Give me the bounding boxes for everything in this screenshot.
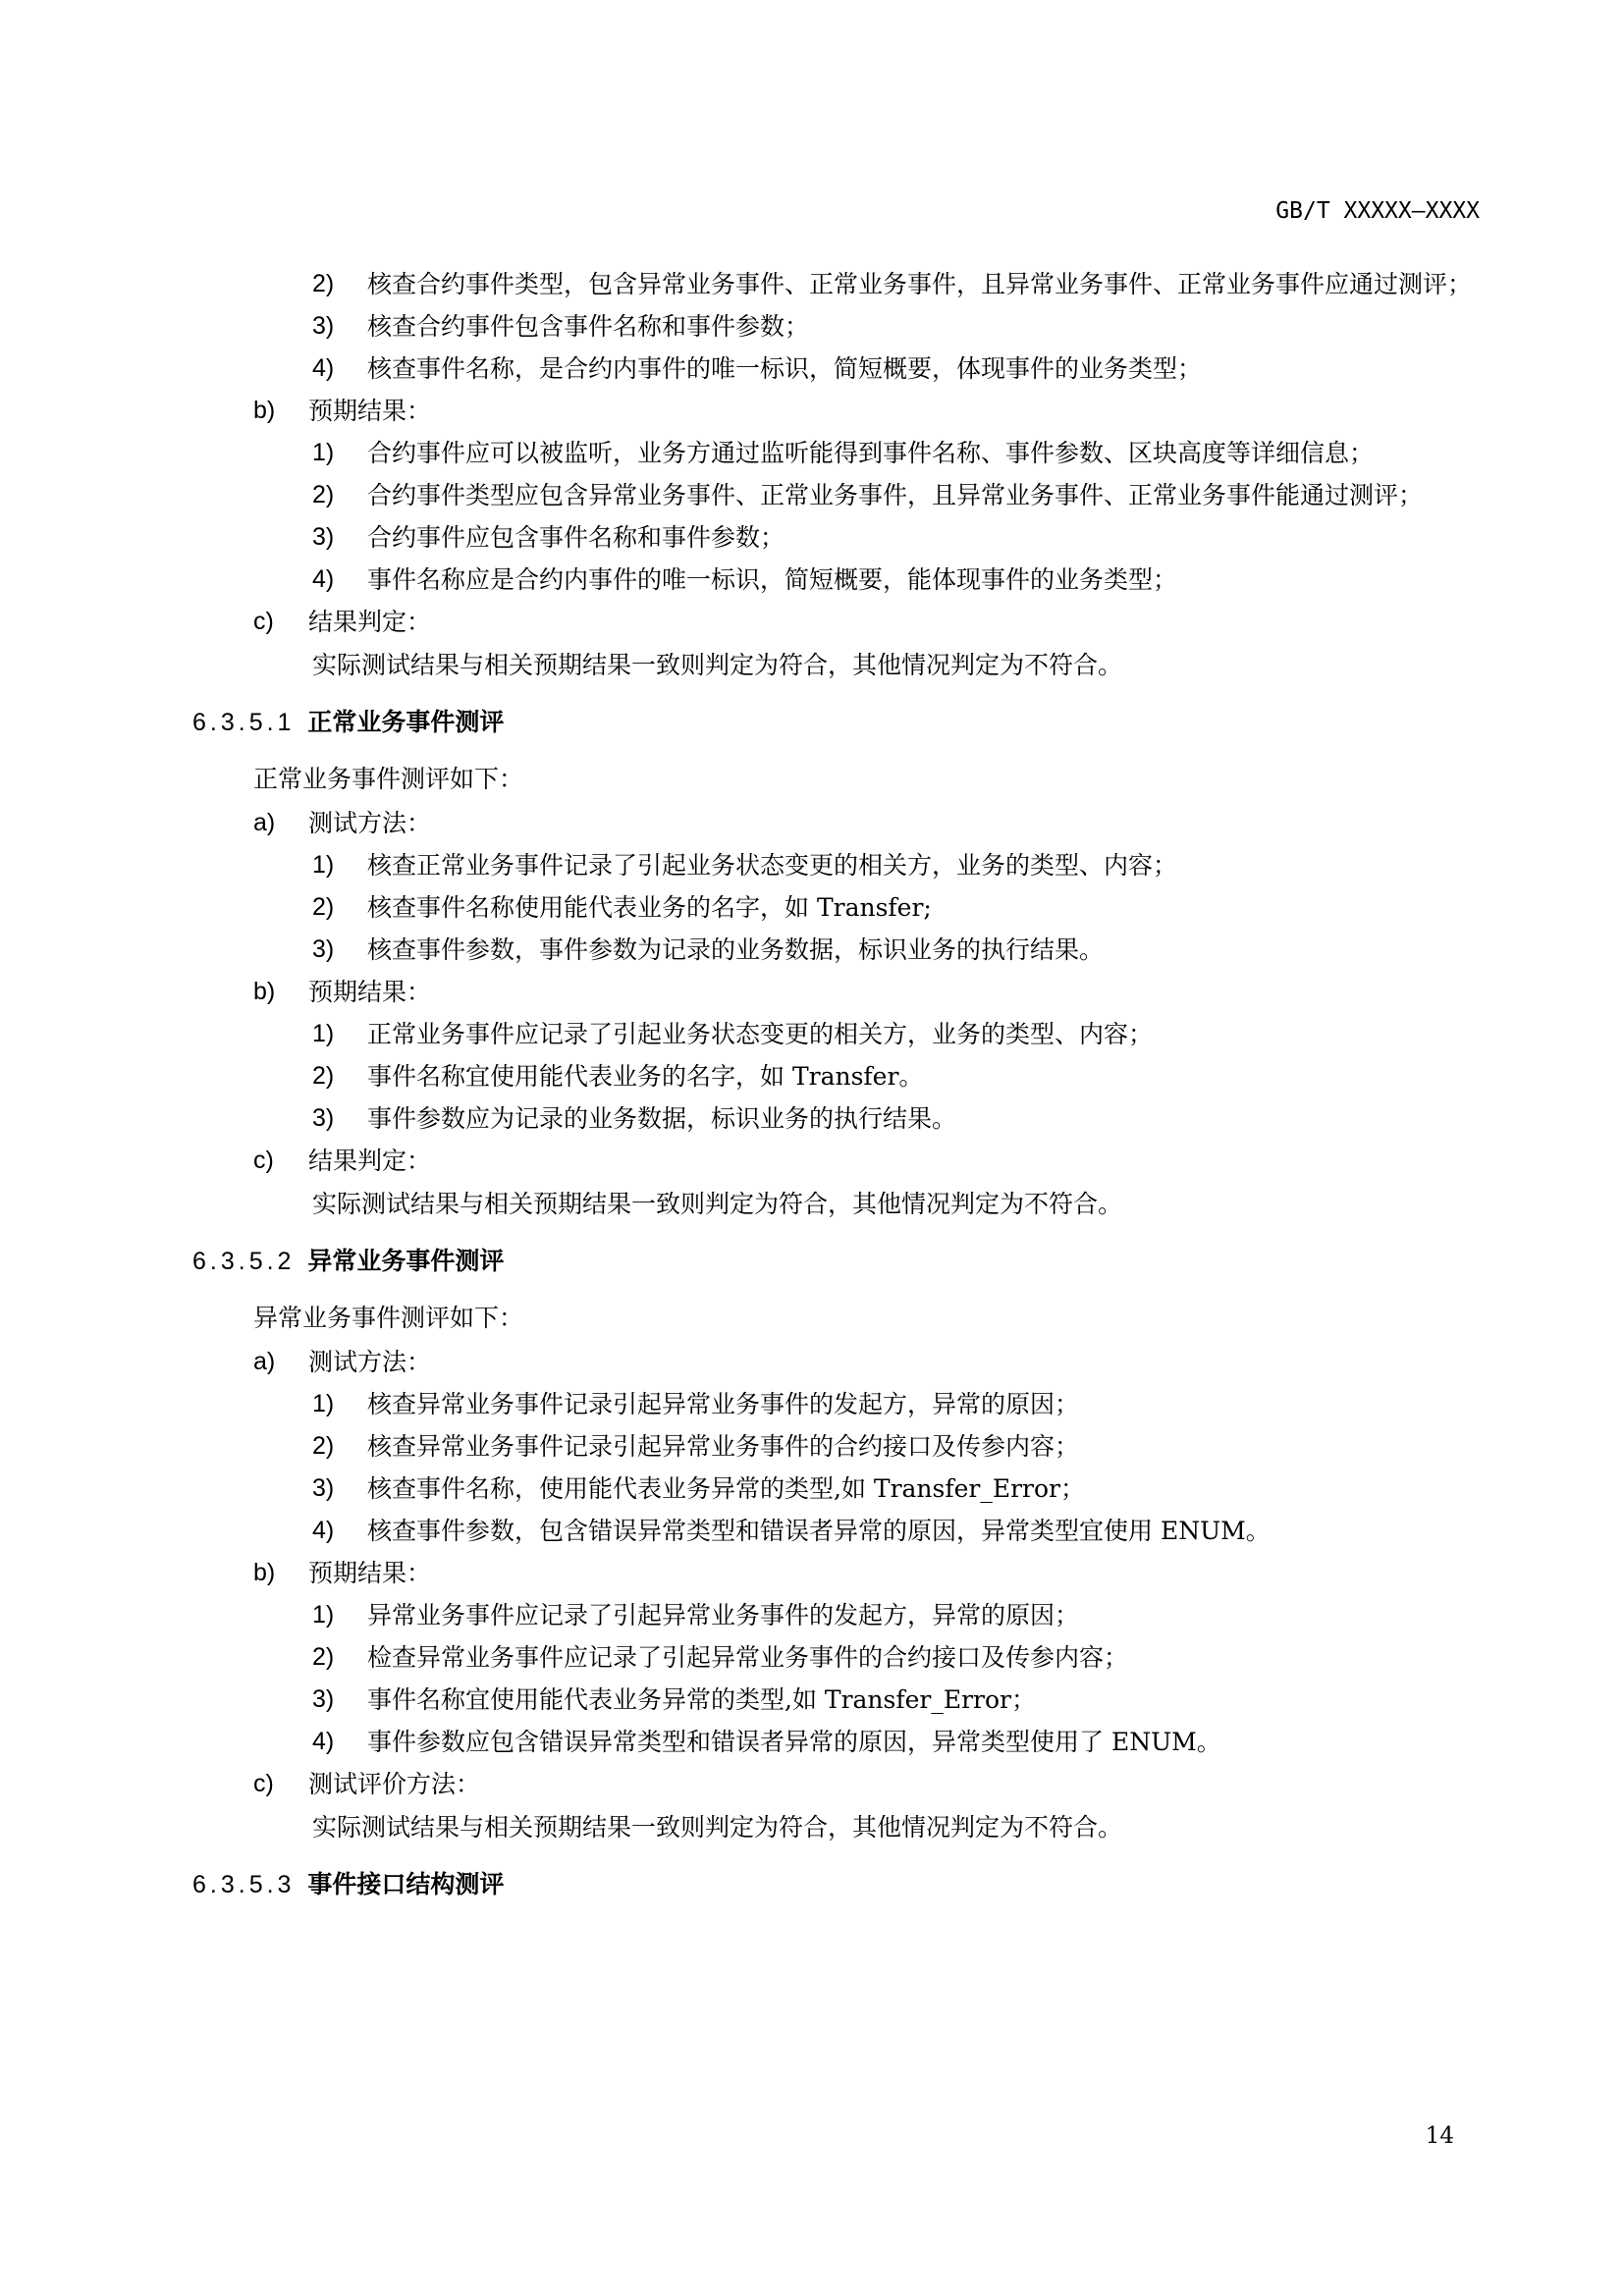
list-item-text: 合约事件应包含事件名称和事件参数； (367, 523, 785, 552)
list-item-number: 2) (312, 270, 335, 297)
list-item-number: 1) (312, 1601, 335, 1629)
judgment-paragraph: 实际测试结果与相关预期结果一致则判定为符合，其他情况判定为不符合。 (312, 1813, 1123, 1842)
list-item-number: 2) (312, 1432, 335, 1460)
list-item-text: 正常业务事件应记录了引起业务状态变更的相关方，业务的类型、内容； (367, 1020, 1154, 1048)
judgment-paragraph: 实际测试结果与相关预期结果一致则判定为符合，其他情况判定为不符合。 (312, 1190, 1123, 1218)
sub-label-text: 测试评价方法： (308, 1770, 481, 1798)
sub-label-test-method (253, 1341, 1489, 1383)
list-item-number: 4) (312, 565, 335, 593)
list-item-text: 核查事件名称使用能代表业务的名字，如 Transfer; (367, 893, 932, 922)
document-header-id: GB/T XXXXX—XXXX (1275, 198, 1480, 224)
list-item-number: 3) (312, 1104, 335, 1132)
section-intro: 异常业务事件测评如下： (253, 1304, 524, 1332)
list-item (312, 305, 1489, 347)
list-item-number: 4) (312, 1517, 335, 1544)
section-number: 6.3.5.1 (192, 709, 296, 736)
judgment-paragraph: 实际测试结果与相关预期结果一致则判定为符合，其他情况判定为不符合。 (312, 651, 1123, 679)
sub-label-text: 结果判定： (308, 608, 432, 636)
list-item (312, 886, 1489, 929)
list-item-text: 事件名称宜使用能代表业务异常的类型,如 Transfer_Error； (367, 1685, 1037, 1714)
sub-label-text: 预期结果： (308, 1559, 432, 1587)
sub-label-text: 预期结果： (308, 397, 432, 425)
list-item (312, 1636, 1489, 1679)
list-item-text: 核查事件名称，使用能代表业务异常的类型,如 Transfer_Error； (367, 1474, 1086, 1503)
sub-label-expected-results (253, 390, 1489, 432)
list-item-number: 2) (312, 893, 335, 921)
list-item (312, 1097, 1489, 1140)
document-body (192, 263, 1489, 1907)
list-item-text: 合约事件类型应包含异常业务事件、正常业务事件，且异常业务事件、正常业务事件能通过测评； (367, 481, 1424, 509)
sub-label-text: 测试方法： (308, 1348, 432, 1376)
sub-label-number: c) (253, 1770, 274, 1797)
list-item-number: 3) (312, 935, 335, 963)
sub-label-number: c) (253, 608, 274, 635)
list-item-number: 1) (312, 1020, 335, 1047)
list-item-number: 2) (312, 481, 335, 508)
list-item-text: 核查异常业务事件记录引起异常业务事件的合约接口及传参内容； (367, 1432, 1080, 1461)
sub-label-number: b) (253, 397, 276, 424)
section-intro: 正常业务事件测评如下： (253, 765, 524, 793)
section-number: 6.3.5.3 (192, 1871, 296, 1898)
sub-label-result-judgment (253, 1140, 1489, 1182)
list-item-text: 合约事件应可以被监听，业务方通过监听能得到事件名称、事件参数、区块高度等详细信息； (367, 439, 1375, 467)
page-number: 14 (1425, 2123, 1454, 2149)
section-title: 异常业务事件测评 (307, 1248, 505, 1275)
sub-label-expected-results (253, 971, 1489, 1013)
list-item-number: 2) (312, 1062, 335, 1090)
list-item-number: 3) (312, 312, 335, 340)
list-item-text: 核查合约事件包含事件名称和事件参数； (367, 312, 810, 341)
sub-label-number: b) (253, 978, 276, 1005)
sub-label-text: 测试方法： (308, 809, 432, 837)
sub-label-text: 预期结果： (308, 978, 432, 1006)
list-item (312, 432, 1489, 474)
sub-label-number: b) (253, 1559, 276, 1586)
section-title: 事件接口结构测评 (307, 1871, 505, 1898)
list-item-text: 核查事件参数，事件参数为记录的业务数据，标识业务的执行结果。 (367, 935, 1105, 964)
list-item (312, 263, 1489, 305)
list-item-text: 事件名称宜使用能代表业务的名字，如 Transfer。 (367, 1062, 924, 1091)
sub-label-number: a) (253, 1348, 276, 1375)
list-item-text: 核查正常业务事件记录了引起业务状态变更的相关方，业务的类型、内容； (367, 851, 1178, 880)
sub-label-number: a) (253, 809, 276, 836)
list-item (312, 1013, 1489, 1055)
list-item-number: 3) (312, 1685, 335, 1713)
sub-label-test-method (253, 802, 1489, 844)
list-item (312, 474, 1489, 516)
section-number: 6.3.5.2 (192, 1248, 296, 1275)
list-item (312, 929, 1489, 971)
list-item (312, 1383, 1489, 1425)
list-item-number: 4) (312, 354, 335, 382)
list-item-number: 1) (312, 439, 335, 466)
list-item-number: 1) (312, 851, 335, 879)
sub-label-evaluation-method (253, 1763, 1489, 1805)
section-title: 正常业务事件测评 (307, 709, 505, 736)
list-item-number: 1) (312, 1390, 335, 1417)
list-item (312, 347, 1489, 390)
list-item-text: 核查异常业务事件记录引起异常业务事件的发起方，异常的原因； (367, 1390, 1080, 1418)
sub-label-result-judgment (253, 601, 1489, 643)
list-item-text: 事件参数应为记录的业务数据，标识业务的执行结果。 (367, 1104, 957, 1133)
section-heading (192, 700, 1489, 745)
list-item-number: 4) (312, 1728, 335, 1755)
sub-label-text: 结果判定： (308, 1147, 432, 1175)
list-item-number: 3) (312, 1474, 335, 1502)
list-item-text: 检查异常业务事件应记录了引起异常业务事件的合约接口及传参内容； (367, 1643, 1129, 1672)
list-item-text: 核查事件参数，包含错误异常类型和错误者异常的原因，异常类型宜使用 ENUM。 (367, 1517, 1271, 1545)
list-item (312, 516, 1489, 559)
list-item (312, 1594, 1489, 1636)
section-heading (192, 1862, 1489, 1907)
list-item-text: 事件参数应包含错误异常类型和错误者异常的原因，异常类型使用了 ENUM。 (367, 1728, 1221, 1756)
list-item-text: 核查合约事件类型，包含异常业务事件、正常业务事件，且异常业务事件、正常业务事件应通过测评； (367, 270, 1473, 298)
sub-label-number: c) (253, 1147, 274, 1174)
section-heading (192, 1239, 1489, 1284)
list-item (312, 844, 1489, 886)
list-item-text: 异常业务事件应记录了引起异常业务事件的发起方，异常的原因； (367, 1601, 1080, 1629)
list-item-number: 3) (312, 523, 335, 551)
list-item (312, 559, 1489, 601)
sub-label-expected-results (253, 1552, 1489, 1594)
list-item-text: 核查事件名称，是合约内事件的唯一标识，简短概要，体现事件的业务类型； (367, 354, 1203, 383)
list-item (312, 1055, 1489, 1097)
list-item (312, 1425, 1489, 1468)
list-item (312, 1679, 1489, 1721)
list-item (312, 1468, 1489, 1510)
list-item (312, 1721, 1489, 1763)
list-item-text: 事件名称应是合约内事件的唯一标识，简短概要，能体现事件的业务类型； (367, 565, 1178, 594)
list-item (312, 1510, 1489, 1552)
list-item-number: 2) (312, 1643, 335, 1671)
